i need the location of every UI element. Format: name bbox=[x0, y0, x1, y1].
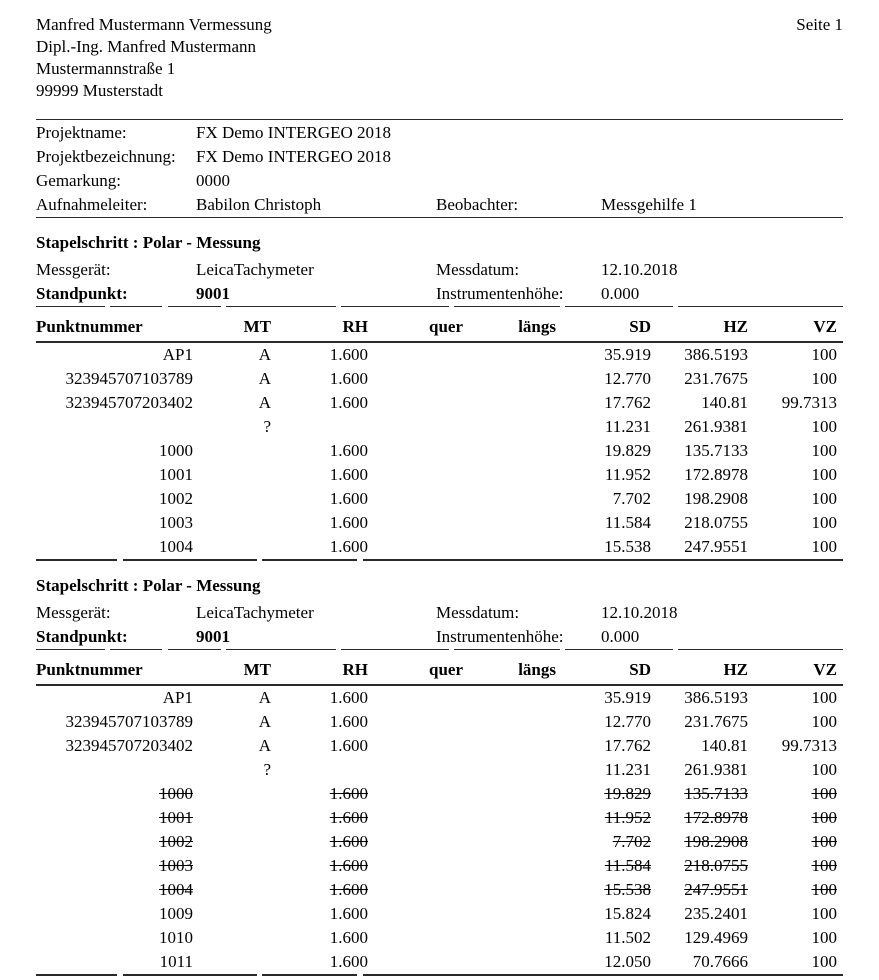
table-cell: 1001 bbox=[159, 808, 193, 827]
table-cell: 1004 bbox=[159, 880, 193, 899]
table-cell bbox=[368, 734, 463, 758]
info-value: FX Demo INTERGEO 2018 bbox=[196, 123, 392, 142]
table-cell: 323945707203402 bbox=[65, 736, 193, 755]
table-cell: 198.2908 bbox=[684, 489, 748, 508]
table-cell: A bbox=[258, 712, 271, 731]
column-header: längs bbox=[463, 650, 556, 685]
table-cell: 100 bbox=[811, 856, 837, 875]
info-value bbox=[601, 121, 843, 145]
table-row bbox=[36, 487, 843, 511]
table-row bbox=[36, 950, 843, 974]
table-row bbox=[36, 391, 843, 415]
table-cell: A bbox=[258, 345, 271, 364]
table-cell: 1.600 bbox=[329, 736, 368, 755]
table-row bbox=[36, 439, 843, 463]
section-info-table bbox=[36, 258, 843, 306]
table-cell: 129.4969 bbox=[684, 928, 748, 947]
table-cell: 1.600 bbox=[329, 808, 368, 827]
info-value: 9001 bbox=[196, 627, 230, 646]
table-cell: 100 bbox=[811, 880, 837, 899]
table-cell bbox=[368, 926, 463, 950]
info-row bbox=[36, 601, 843, 625]
info-label: Instrumentenhöhe: bbox=[436, 627, 564, 646]
table-cell: 323945707203402 bbox=[65, 393, 193, 412]
table-cell: 11.231 bbox=[604, 417, 651, 436]
table-cell: 1.600 bbox=[329, 880, 368, 899]
table-cell: 7.702 bbox=[612, 832, 651, 851]
table-cell bbox=[368, 391, 463, 415]
table-header-row bbox=[36, 307, 843, 342]
info-label: Standpunkt: bbox=[36, 284, 128, 303]
table-cell: 135.7133 bbox=[684, 441, 748, 460]
info-label: Standpunkt: bbox=[36, 627, 128, 646]
info-label: Messdatum: bbox=[436, 260, 520, 279]
table-cell: 100 bbox=[811, 832, 837, 851]
info-value: 12.10.2018 bbox=[601, 260, 678, 279]
table-cell: 12.770 bbox=[604, 712, 651, 731]
table-cell bbox=[368, 439, 463, 463]
table-cell: 323945707103789 bbox=[65, 369, 193, 388]
measurement-sections bbox=[36, 230, 843, 976]
table-cell: 100 bbox=[811, 537, 837, 556]
measurement-table bbox=[36, 307, 843, 559]
info-row bbox=[36, 193, 843, 217]
info-label: Beobachter: bbox=[436, 195, 519, 214]
table-cell: 100 bbox=[811, 688, 837, 707]
table-row bbox=[36, 710, 843, 734]
table-cell: 1.600 bbox=[329, 712, 368, 731]
column-header: MT bbox=[193, 650, 271, 685]
table-cell: 198.2908 bbox=[684, 832, 748, 851]
divider bbox=[36, 119, 843, 120]
sender-line: Manfred Mustermann Vermessung bbox=[36, 15, 272, 34]
table-row bbox=[36, 685, 843, 710]
table-cell: 1.600 bbox=[329, 832, 368, 851]
table-cell: 1001 bbox=[159, 465, 193, 484]
table-cell: 1000 bbox=[159, 441, 193, 460]
table-cell: 1002 bbox=[159, 832, 193, 851]
table-cell bbox=[463, 806, 556, 830]
table-cell: 100 bbox=[811, 441, 837, 460]
table-cell bbox=[463, 535, 556, 559]
table-cell: 1010 bbox=[159, 928, 193, 947]
table-cell bbox=[368, 367, 463, 391]
table-cell bbox=[463, 391, 556, 415]
table-cell: 261.9381 bbox=[684, 417, 748, 436]
column-header: quer bbox=[368, 307, 463, 342]
table-cell bbox=[193, 511, 271, 535]
measurement-section bbox=[36, 230, 843, 561]
column-header: RH bbox=[271, 307, 368, 342]
table-cell bbox=[368, 806, 463, 830]
column-header: HZ bbox=[651, 307, 748, 342]
table-cell: 100 bbox=[811, 952, 837, 971]
table-cell: 100 bbox=[811, 712, 837, 731]
table-cell bbox=[193, 950, 271, 974]
column-header: Punktnummer bbox=[36, 650, 193, 685]
table-cell: 1.600 bbox=[329, 465, 368, 484]
table-row bbox=[36, 854, 843, 878]
table-cell bbox=[368, 535, 463, 559]
table-row bbox=[36, 535, 843, 559]
table-cell bbox=[368, 487, 463, 511]
info-label: Gemarkung: bbox=[36, 171, 121, 190]
table-cell bbox=[193, 902, 271, 926]
table-cell: 7.702 bbox=[612, 489, 651, 508]
table-cell: 1.600 bbox=[329, 489, 368, 508]
table-row bbox=[36, 511, 843, 535]
table-cell: 70.7666 bbox=[692, 952, 748, 971]
table-cell: 100 bbox=[811, 465, 837, 484]
table-row bbox=[36, 758, 843, 782]
table-cell: 11.584 bbox=[604, 856, 651, 875]
table-cell: 19.829 bbox=[604, 441, 651, 460]
info-row bbox=[36, 258, 843, 282]
table-cell: 235.2401 bbox=[684, 904, 748, 923]
table-cell: 1.600 bbox=[329, 513, 368, 532]
divider bbox=[36, 217, 843, 218]
table-cell: 12.770 bbox=[604, 369, 651, 388]
info-row bbox=[36, 121, 843, 145]
table-cell: 35.919 bbox=[604, 345, 651, 364]
table-cell: 1004 bbox=[159, 537, 193, 556]
table-cell: ? bbox=[263, 417, 271, 436]
table-bottom-divider bbox=[36, 974, 843, 976]
column-header: VZ bbox=[748, 307, 843, 342]
table-cell: 1003 bbox=[159, 856, 193, 875]
table-cell bbox=[368, 830, 463, 854]
info-label: Messgerät: bbox=[36, 603, 111, 622]
table-cell: 17.762 bbox=[604, 393, 651, 412]
table-cell bbox=[463, 463, 556, 487]
table-cell bbox=[271, 415, 368, 439]
section-title: Stapelschritt : Polar - Messung bbox=[36, 576, 261, 595]
table-cell: 1.600 bbox=[329, 345, 368, 364]
info-label: Instrumentenhöhe: bbox=[436, 284, 564, 303]
table-cell: 323945707103789 bbox=[65, 712, 193, 731]
table-cell: 1.600 bbox=[329, 784, 368, 803]
table-cell: 100 bbox=[811, 760, 837, 779]
measurement-table bbox=[36, 650, 843, 974]
table-cell: 1.600 bbox=[329, 928, 368, 947]
table-cell bbox=[368, 342, 463, 367]
table-cell: 386.5193 bbox=[684, 688, 748, 707]
table-cell bbox=[463, 685, 556, 710]
info-label bbox=[436, 169, 601, 193]
table-cell: 100 bbox=[811, 513, 837, 532]
table-cell: 100 bbox=[811, 489, 837, 508]
table-cell: 1.600 bbox=[329, 856, 368, 875]
info-value bbox=[601, 145, 843, 169]
table-cell: 1011 bbox=[159, 952, 193, 971]
table-cell bbox=[463, 878, 556, 902]
table-cell bbox=[368, 950, 463, 974]
info-value: 9001 bbox=[196, 284, 230, 303]
table-cell: A bbox=[258, 736, 271, 755]
info-value: 0.000 bbox=[601, 284, 640, 303]
column-header: längs bbox=[463, 307, 556, 342]
info-label: Aufnahmeleiter: bbox=[36, 195, 148, 214]
sender-line: 99999 Musterstadt bbox=[36, 81, 164, 100]
table-cell bbox=[193, 830, 271, 854]
table-cell bbox=[368, 878, 463, 902]
table-cell: 1003 bbox=[159, 513, 193, 532]
table-row bbox=[36, 782, 843, 806]
table-row bbox=[36, 415, 843, 439]
table-cell bbox=[193, 806, 271, 830]
table-cell: 99.7313 bbox=[781, 736, 837, 755]
table-cell bbox=[463, 710, 556, 734]
table-cell: 140.81 bbox=[701, 393, 748, 412]
info-label: Messdatum: bbox=[436, 603, 520, 622]
table-cell bbox=[368, 511, 463, 535]
table-cell: 100 bbox=[811, 784, 837, 803]
table-cell bbox=[193, 463, 271, 487]
table-cell: 11.952 bbox=[604, 808, 651, 827]
table-cell bbox=[463, 734, 556, 758]
table-cell bbox=[36, 758, 193, 782]
table-cell bbox=[463, 511, 556, 535]
table-cell: 11.584 bbox=[604, 513, 651, 532]
table-cell: 1.600 bbox=[329, 904, 368, 923]
column-header: RH bbox=[271, 650, 368, 685]
table-cell: 1.600 bbox=[329, 441, 368, 460]
table-cell bbox=[463, 487, 556, 511]
table-cell: 15.538 bbox=[604, 880, 651, 899]
info-row bbox=[36, 145, 843, 169]
column-header: Punktnummer bbox=[36, 307, 193, 342]
table-cell: 1.600 bbox=[329, 369, 368, 388]
table-row bbox=[36, 342, 843, 367]
info-label: Projektname: bbox=[36, 123, 127, 142]
table-cell: 172.8978 bbox=[684, 808, 748, 827]
table-cell bbox=[463, 342, 556, 367]
table-cell: 99.7313 bbox=[781, 393, 837, 412]
table-cell: 247.9551 bbox=[684, 537, 748, 556]
table-cell: 100 bbox=[811, 345, 837, 364]
table-cell: 17.762 bbox=[604, 736, 651, 755]
table-row bbox=[36, 830, 843, 854]
table-cell: 100 bbox=[811, 369, 837, 388]
info-value: 12.10.2018 bbox=[601, 603, 678, 622]
table-row bbox=[36, 734, 843, 758]
column-header: MT bbox=[193, 307, 271, 342]
table-cell: 231.7675 bbox=[684, 369, 748, 388]
table-row bbox=[36, 926, 843, 950]
info-divider bbox=[36, 649, 843, 650]
letterhead bbox=[36, 14, 843, 102]
info-value: FX Demo INTERGEO 2018 bbox=[196, 147, 392, 166]
info-row bbox=[36, 625, 843, 649]
table-row bbox=[36, 806, 843, 830]
table-row bbox=[36, 367, 843, 391]
table-cell: 100 bbox=[811, 417, 837, 436]
table-cell: 100 bbox=[811, 808, 837, 827]
table-cell: A bbox=[258, 688, 271, 707]
table-cell bbox=[463, 439, 556, 463]
info-label bbox=[436, 121, 601, 145]
column-header: SD bbox=[556, 307, 651, 342]
column-header: VZ bbox=[748, 650, 843, 685]
table-cell: 172.8978 bbox=[684, 465, 748, 484]
table-cell: 218.0755 bbox=[684, 856, 748, 875]
table-cell bbox=[193, 854, 271, 878]
section-title: Stapelschritt : Polar - Messung bbox=[36, 233, 261, 252]
table-cell: 1.600 bbox=[329, 688, 368, 707]
table-cell: AP1 bbox=[162, 345, 193, 364]
table-row bbox=[36, 878, 843, 902]
table-cell bbox=[368, 415, 463, 439]
section-info-table bbox=[36, 601, 843, 649]
table-cell: 11.502 bbox=[604, 928, 651, 947]
table-cell: 231.7675 bbox=[684, 712, 748, 731]
table-cell: 247.9551 bbox=[684, 880, 748, 899]
sender-line: Mustermannstraße 1 bbox=[36, 59, 176, 78]
info-value: 0000 bbox=[196, 171, 230, 190]
table-cell: 1009 bbox=[159, 904, 193, 923]
table-cell: 386.5193 bbox=[684, 345, 748, 364]
table-cell bbox=[463, 758, 556, 782]
project-info-table bbox=[36, 121, 843, 217]
table-cell: 1002 bbox=[159, 489, 193, 508]
info-value: Babilon Christoph bbox=[196, 195, 322, 214]
table-cell bbox=[36, 415, 193, 439]
table-cell bbox=[193, 439, 271, 463]
table-cell: 261.9381 bbox=[684, 760, 748, 779]
table-cell: 15.538 bbox=[604, 537, 651, 556]
table-cell bbox=[368, 685, 463, 710]
table-cell: A bbox=[258, 369, 271, 388]
table-cell bbox=[463, 415, 556, 439]
column-header: HZ bbox=[651, 650, 748, 685]
table-cell bbox=[463, 830, 556, 854]
measurement-section bbox=[36, 573, 843, 976]
table-cell: 12.050 bbox=[604, 952, 651, 971]
table-cell bbox=[193, 782, 271, 806]
table-cell bbox=[368, 902, 463, 926]
table-header-row bbox=[36, 650, 843, 685]
table-cell: 140.81 bbox=[701, 736, 748, 755]
info-row bbox=[36, 282, 843, 306]
info-label bbox=[436, 145, 601, 169]
table-cell bbox=[193, 878, 271, 902]
page-number: Seite 1 bbox=[796, 15, 843, 34]
table-cell: 100 bbox=[811, 928, 837, 947]
table-cell: 1.600 bbox=[329, 952, 368, 971]
table-cell bbox=[463, 902, 556, 926]
table-cell: 135.7133 bbox=[684, 784, 748, 803]
info-label: Messgerät: bbox=[36, 260, 111, 279]
table-cell bbox=[463, 367, 556, 391]
sender-address bbox=[36, 14, 272, 102]
table-cell bbox=[271, 758, 368, 782]
table-cell: 19.829 bbox=[604, 784, 651, 803]
info-value: Messgehilfe 1 bbox=[601, 195, 697, 214]
table-cell bbox=[463, 926, 556, 950]
info-value: LeicaTachymeter bbox=[196, 603, 314, 622]
table-cell bbox=[193, 487, 271, 511]
table-cell: 15.824 bbox=[604, 904, 651, 923]
table-cell bbox=[463, 854, 556, 878]
table-cell bbox=[193, 535, 271, 559]
table-row bbox=[36, 463, 843, 487]
info-row bbox=[36, 169, 843, 193]
table-cell: 100 bbox=[811, 904, 837, 923]
table-cell bbox=[463, 782, 556, 806]
info-value: 0.000 bbox=[601, 627, 640, 646]
table-row bbox=[36, 902, 843, 926]
table-cell: 218.0755 bbox=[684, 513, 748, 532]
table-cell: 11.952 bbox=[604, 465, 651, 484]
table-cell: A bbox=[258, 393, 271, 412]
table-cell: 1.600 bbox=[329, 537, 368, 556]
table-cell: 11.231 bbox=[604, 760, 651, 779]
table-cell bbox=[463, 950, 556, 974]
table-cell bbox=[368, 782, 463, 806]
table-cell: 35.919 bbox=[604, 688, 651, 707]
info-value bbox=[601, 169, 843, 193]
info-label: Projektbezeichnung: bbox=[36, 147, 176, 166]
table-cell bbox=[368, 758, 463, 782]
table-bottom-divider bbox=[36, 559, 843, 561]
table-cell bbox=[368, 854, 463, 878]
table-cell: AP1 bbox=[162, 688, 193, 707]
table-cell: 1.600 bbox=[329, 393, 368, 412]
table-cell: 1000 bbox=[159, 784, 193, 803]
column-header: SD bbox=[556, 650, 651, 685]
table-cell bbox=[368, 710, 463, 734]
column-header: quer bbox=[368, 650, 463, 685]
table-cell: ? bbox=[263, 760, 271, 779]
info-value: LeicaTachymeter bbox=[196, 260, 314, 279]
info-divider bbox=[36, 306, 843, 307]
table-cell bbox=[368, 463, 463, 487]
table-cell bbox=[193, 926, 271, 950]
sender-line: Dipl.-Ing. Manfred Mustermann bbox=[36, 37, 257, 56]
